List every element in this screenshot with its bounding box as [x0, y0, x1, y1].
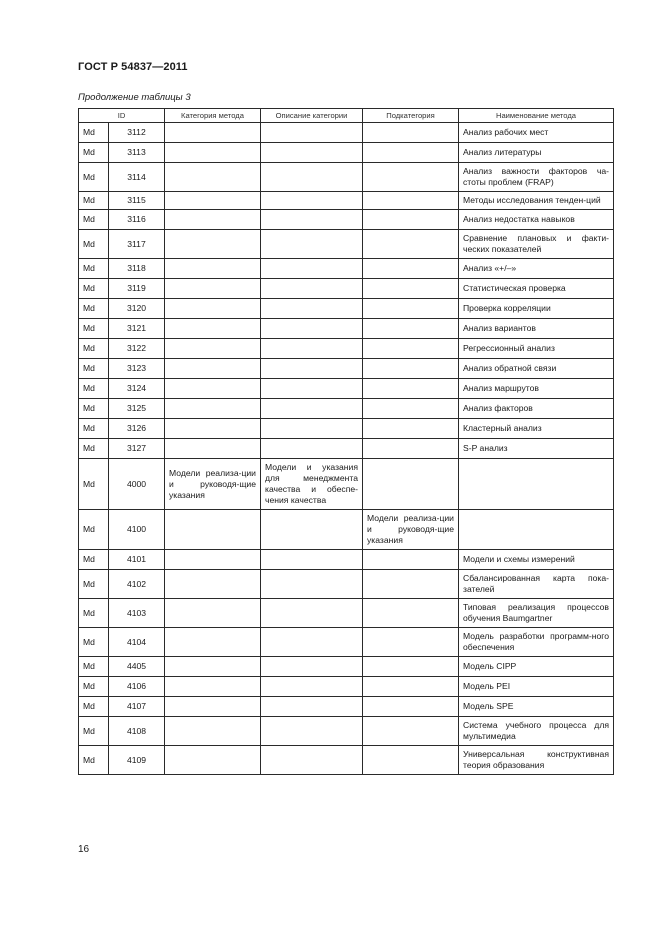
method-category-cell: [165, 279, 261, 299]
method-category-cell: [165, 230, 261, 259]
table-row: [79, 210, 614, 230]
category-description-cell: [261, 279, 363, 299]
method-category-cell: [165, 628, 261, 657]
method-name-cell: Анализ литературы: [459, 143, 614, 163]
table-row: [79, 230, 614, 259]
category-description-cell: [261, 339, 363, 359]
subcategory-cell: [363, 570, 459, 599]
category-description-cell: [261, 570, 363, 599]
subcategory-cell: [363, 230, 459, 259]
method-name-cell: S-P анализ: [459, 439, 614, 459]
subcategory-cell: [363, 697, 459, 717]
method-name-cell: Методы исследования тенден-ций: [459, 192, 614, 210]
table-row: [79, 570, 614, 599]
method-category-cell: [165, 510, 261, 550]
id-prefix-cell: Md: [79, 677, 109, 697]
table-row: [79, 657, 614, 677]
category-description-cell: [261, 717, 363, 746]
category-description-cell: [261, 510, 363, 550]
method-category-cell: [165, 339, 261, 359]
subcategory-cell: [363, 123, 459, 143]
subcategory-cell: [363, 319, 459, 339]
table-row: [79, 459, 614, 510]
method-category-cell: [165, 697, 261, 717]
method-name-cell: Анализ рабочих мест: [459, 123, 614, 143]
id-number-cell: 3121: [109, 319, 165, 339]
category-description-cell: [261, 192, 363, 210]
method-name-cell: Система учебного процесса для мультимедиа: [459, 717, 614, 746]
method-name-cell: Анализ обратной связи: [459, 359, 614, 379]
id-prefix-cell: Md: [79, 230, 109, 259]
subcategory-cell: [363, 439, 459, 459]
id-number-cell: 3119: [109, 279, 165, 299]
col-header-category: Категория метода: [165, 109, 261, 123]
category-description-cell: [261, 439, 363, 459]
subcategory-cell: [363, 628, 459, 657]
method-name-cell: Проверка корреляции: [459, 299, 614, 319]
subcategory-cell: [363, 163, 459, 192]
id-number-cell: 4405: [109, 657, 165, 677]
category-description-cell: [261, 677, 363, 697]
category-description-cell: [261, 379, 363, 399]
id-number-cell: 4104: [109, 628, 165, 657]
subcategory-cell: [363, 599, 459, 628]
col-header-id: ID: [79, 109, 165, 123]
category-description-cell: [261, 399, 363, 419]
col-header-subcategory: Подкатегория: [363, 109, 459, 123]
table-row: [79, 359, 614, 379]
table-row: [79, 419, 614, 439]
subcategory-cell: [363, 210, 459, 230]
method-name-cell: [459, 459, 614, 510]
table-row: [79, 379, 614, 399]
header-row: [79, 109, 614, 123]
subcategory-cell: [363, 339, 459, 359]
table-row: [79, 319, 614, 339]
id-prefix-cell: Md: [79, 123, 109, 143]
id-prefix-cell: Md: [79, 570, 109, 599]
category-description-cell: Модели и указания для менеджмента качества и обеспе-чения качества: [261, 459, 363, 510]
id-prefix-cell: Md: [79, 339, 109, 359]
id-prefix-cell: Md: [79, 163, 109, 192]
table-row: [79, 439, 614, 459]
col-header-description: Описание категории: [261, 109, 363, 123]
table-row: [79, 123, 614, 143]
method-category-cell: [165, 599, 261, 628]
id-prefix-cell: Md: [79, 459, 109, 510]
subcategory-cell: [363, 379, 459, 399]
subcategory-cell: [363, 279, 459, 299]
method-category-cell: Модели реализа-ции и руководя-щие указания: [165, 459, 261, 510]
method-name-cell: Типовая реализация процессов обучения Baumgartner: [459, 599, 614, 628]
category-description-cell: [261, 163, 363, 192]
method-category-cell: [165, 123, 261, 143]
method-name-cell: Универсальная конструктивная теория образования: [459, 746, 614, 775]
id-number-cell: 3122: [109, 339, 165, 359]
table-row: [79, 599, 614, 628]
document-code: ГОСТ Р 54837—2011: [78, 61, 188, 73]
id-prefix-cell: Md: [79, 143, 109, 163]
id-number-cell: 4108: [109, 717, 165, 746]
id-number-cell: 4103: [109, 599, 165, 628]
method-name-cell: Кластерный анализ: [459, 419, 614, 439]
subcategory-cell: Модели реализа-ции и руководя-щие указания: [363, 510, 459, 550]
method-name-cell: Регрессионный анализ: [459, 339, 614, 359]
id-prefix-cell: Md: [79, 279, 109, 299]
method-category-cell: [165, 570, 261, 599]
table-body: [79, 123, 614, 775]
method-category-cell: [165, 419, 261, 439]
subcategory-cell: [363, 192, 459, 210]
table-row: [79, 697, 614, 717]
category-description-cell: [261, 299, 363, 319]
subcategory-cell: [363, 717, 459, 746]
method-category-cell: [165, 192, 261, 210]
category-description-cell: [261, 123, 363, 143]
id-number-cell: 4101: [109, 550, 165, 570]
id-number-cell: 3113: [109, 143, 165, 163]
id-prefix-cell: Md: [79, 419, 109, 439]
subcategory-cell: [363, 746, 459, 775]
category-description-cell: [261, 599, 363, 628]
method-name-cell: Модель разработки программ-ного обеспечения: [459, 628, 614, 657]
id-prefix-cell: Md: [79, 379, 109, 399]
id-prefix-cell: Md: [79, 299, 109, 319]
id-prefix-cell: Md: [79, 439, 109, 459]
table-row: [79, 259, 614, 279]
table-row: [79, 192, 614, 210]
table-row: [79, 550, 614, 570]
id-number-cell: 3117: [109, 230, 165, 259]
table-row: [79, 143, 614, 163]
category-description-cell: [261, 746, 363, 775]
id-number-cell: 3116: [109, 210, 165, 230]
table-row: [79, 163, 614, 192]
id-prefix-cell: Md: [79, 746, 109, 775]
method-category-cell: [165, 210, 261, 230]
id-prefix-cell: Md: [79, 717, 109, 746]
subcategory-cell: [363, 259, 459, 279]
method-name-cell: Анализ недостатка навыков: [459, 210, 614, 230]
method-category-cell: [165, 677, 261, 697]
id-prefix-cell: Md: [79, 210, 109, 230]
id-prefix-cell: Md: [79, 697, 109, 717]
id-prefix-cell: Md: [79, 359, 109, 379]
methods-table: [78, 108, 614, 775]
id-number-cell: 3123: [109, 359, 165, 379]
id-number-cell: 3118: [109, 259, 165, 279]
id-prefix-cell: Md: [79, 259, 109, 279]
table-row: [79, 746, 614, 775]
method-category-cell: [165, 657, 261, 677]
subcategory-cell: [363, 459, 459, 510]
id-number-cell: 3114: [109, 163, 165, 192]
method-name-cell: Анализ «+/–»: [459, 259, 614, 279]
method-name-cell: Модели и схемы измерений: [459, 550, 614, 570]
subcategory-cell: [363, 677, 459, 697]
id-number-cell: 3125: [109, 399, 165, 419]
method-name-cell: Модель CIPP: [459, 657, 614, 677]
table-row: [79, 279, 614, 299]
method-name-cell: Анализ факторов: [459, 399, 614, 419]
id-prefix-cell: Md: [79, 319, 109, 339]
table-row: [79, 628, 614, 657]
table-row: [79, 717, 614, 746]
category-description-cell: [261, 697, 363, 717]
table-caption: Продолжение таблицы 3: [78, 92, 191, 103]
category-description-cell: [261, 210, 363, 230]
category-description-cell: [261, 230, 363, 259]
category-description-cell: [261, 143, 363, 163]
method-name-cell: Анализ вариантов: [459, 319, 614, 339]
method-category-cell: [165, 550, 261, 570]
id-number-cell: 3124: [109, 379, 165, 399]
method-name-cell: Сравнение плановых и факти-ческих показателей: [459, 230, 614, 259]
id-number-cell: 3115: [109, 192, 165, 210]
subcategory-cell: [363, 399, 459, 419]
subcategory-cell: [363, 550, 459, 570]
method-name-cell: Анализ важности факторов ча-стоты проблем (FRAP): [459, 163, 614, 192]
method-name-cell: Сбалансированная карта пока-зателей: [459, 570, 614, 599]
method-category-cell: [165, 319, 261, 339]
table-row: [79, 677, 614, 697]
method-category-cell: [165, 359, 261, 379]
subcategory-cell: [363, 143, 459, 163]
method-name-cell: Анализ маршрутов: [459, 379, 614, 399]
table-row: [79, 299, 614, 319]
method-category-cell: [165, 299, 261, 319]
id-number-cell: 4106: [109, 677, 165, 697]
table-row: [79, 399, 614, 419]
id-prefix-cell: Md: [79, 657, 109, 677]
method-name-cell: [459, 510, 614, 550]
method-category-cell: [165, 717, 261, 746]
method-name-cell: Модель SPE: [459, 697, 614, 717]
id-number-cell: 4109: [109, 746, 165, 775]
id-number-cell: 4000: [109, 459, 165, 510]
category-description-cell: [261, 359, 363, 379]
id-number-cell: 3126: [109, 419, 165, 439]
subcategory-cell: [363, 419, 459, 439]
id-number-cell: 3120: [109, 299, 165, 319]
category-description-cell: [261, 657, 363, 677]
id-prefix-cell: Md: [79, 192, 109, 210]
table-row: [79, 510, 614, 550]
category-description-cell: [261, 419, 363, 439]
id-number-cell: 3127: [109, 439, 165, 459]
method-category-cell: [165, 439, 261, 459]
category-description-cell: [261, 319, 363, 339]
id-prefix-cell: Md: [79, 510, 109, 550]
method-category-cell: [165, 399, 261, 419]
page-number: 16: [78, 844, 90, 855]
method-category-cell: [165, 259, 261, 279]
id-number-cell: 4107: [109, 697, 165, 717]
method-name-cell: Статистическая проверка: [459, 279, 614, 299]
table-row: [79, 339, 614, 359]
id-number-cell: 4100: [109, 510, 165, 550]
category-description-cell: [261, 259, 363, 279]
method-category-cell: [165, 746, 261, 775]
method-category-cell: [165, 163, 261, 192]
category-description-cell: [261, 550, 363, 570]
id-prefix-cell: Md: [79, 628, 109, 657]
id-number-cell: 4102: [109, 570, 165, 599]
id-number-cell: 3112: [109, 123, 165, 143]
id-prefix-cell: Md: [79, 399, 109, 419]
subcategory-cell: [363, 299, 459, 319]
method-name-cell: Модель PEI: [459, 677, 614, 697]
method-category-cell: [165, 379, 261, 399]
subcategory-cell: [363, 657, 459, 677]
table-header: [79, 109, 614, 123]
category-description-cell: [261, 628, 363, 657]
col-header-method-name: Наименование метода: [459, 109, 614, 123]
id-prefix-cell: Md: [79, 599, 109, 628]
id-prefix-cell: Md: [79, 550, 109, 570]
method-category-cell: [165, 143, 261, 163]
subcategory-cell: [363, 359, 459, 379]
